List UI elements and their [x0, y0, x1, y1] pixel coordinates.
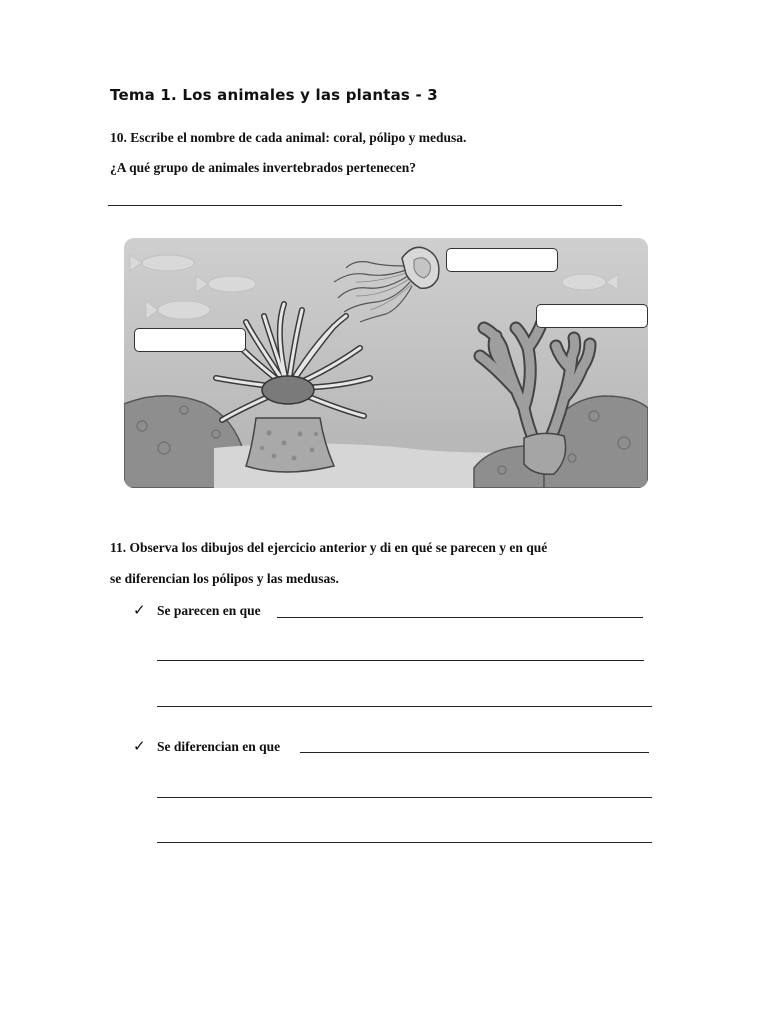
- exercise-11-prompt-line1: 11. Observa los dibujos del ejercicio anterior y di en qué se parecen y en qué: [110, 540, 548, 555]
- check-icon: ✓: [133, 601, 146, 619]
- answer-line-diferencian-1[interactable]: [300, 752, 649, 753]
- label-box-polipo[interactable]: [134, 328, 246, 352]
- exercise-10-question: ¿A qué grupo de animales invertebrados pertenecen?: [110, 160, 416, 175]
- exercise-10-prompt: 10. Escribe el nombre de cada animal: coral, pólipo y medusa.: [110, 130, 467, 145]
- label-box-coral[interactable]: [536, 304, 648, 328]
- answer-line-parecen-2[interactable]: [157, 660, 644, 661]
- label-box-medusa[interactable]: [446, 248, 558, 272]
- answer-line-parecen-1[interactable]: [277, 617, 643, 618]
- answer-line-parecen-3[interactable]: [157, 706, 652, 707]
- sea-illustration: [124, 238, 648, 488]
- page-title: Tema 1. Los animales y las plantas - 3: [110, 86, 438, 104]
- answer-line-10[interactable]: [108, 205, 622, 206]
- check-icon: ✓: [133, 737, 146, 755]
- answer-line-diferencian-2[interactable]: [157, 797, 652, 798]
- item-diferencian-label: Se diferencian en que: [157, 739, 281, 754]
- answer-line-diferencian-3[interactable]: [157, 842, 652, 843]
- item-parecen-label: Se parecen en que: [157, 603, 261, 618]
- exercise-11-prompt-line2: se diferencian los pólipos y las medusas.: [110, 571, 339, 586]
